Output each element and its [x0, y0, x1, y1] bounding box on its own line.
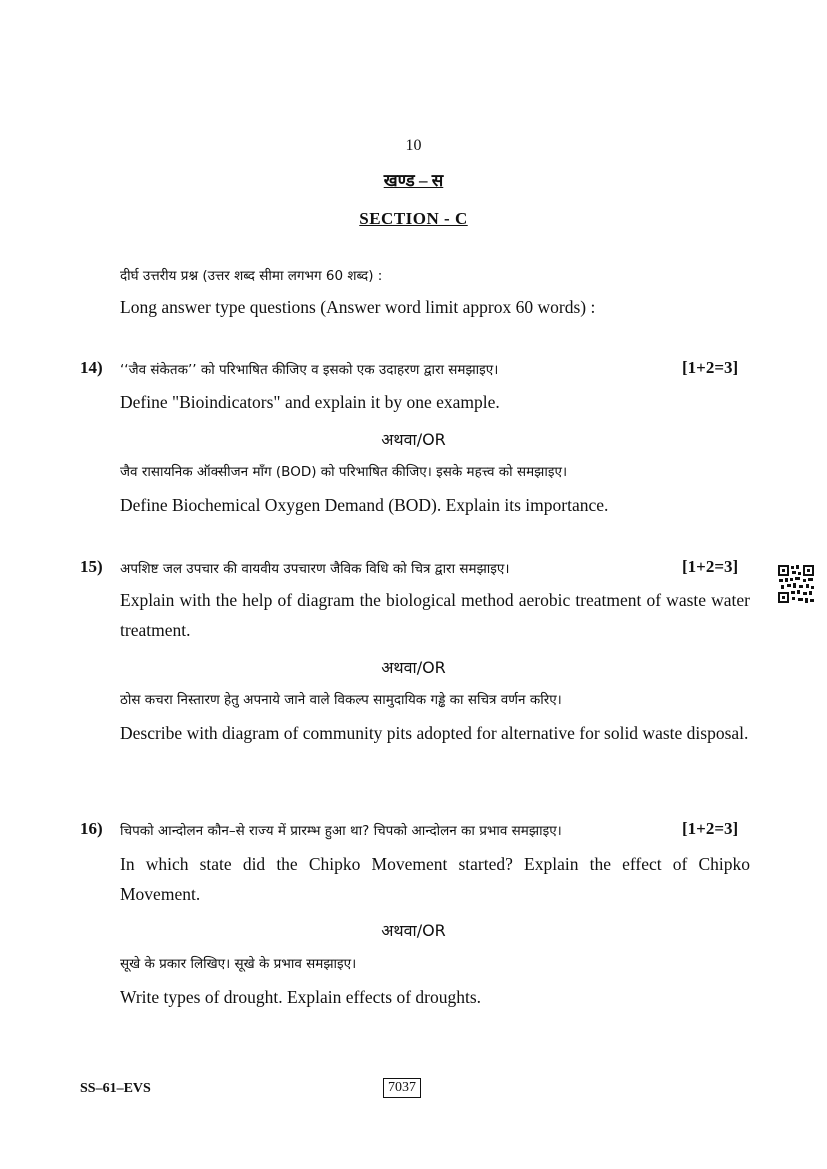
question-text-english: Explain with the help of diagram the biological method aerobic treatment of waste water treatment.	[120, 590, 750, 640]
instructions-hindi: दीर्घ उत्तरीय प्रश्न (उत्तर शब्द सीमा लगभग 60 शब्द) :	[120, 268, 383, 284]
question-text-hindi: ‘‘जैव संकेतक’’ को परिभाषित कीजिए व इसको एक उदाहरण द्वारा समझाइए।	[120, 362, 499, 378]
or-separator: अथवा/OR	[381, 921, 446, 940]
paper-code: SS–61–EVS	[80, 1081, 151, 1096]
question-text-english: In which state did the Chipko Movement started? Explain the effect of Chipko Movement.	[120, 854, 750, 904]
alternative-question-english: Define Biochemical Oxygen Demand (BOD). Explain its importance.	[120, 495, 609, 515]
alternative-question-hindi: जैव रासायनिक ऑक्सीजन माँग (BOD) को परिभाषित कीजिए। इसके महत्त्व को समझाइए।	[120, 464, 568, 480]
question-number: 16)	[80, 819, 103, 838]
question-text-hindi: चिपको आन्दोलन कौन–से राज्य में प्रारम्भ हुआ था? चिपको आन्दोलन का प्रभाव समझाइए।	[120, 823, 562, 839]
question-marks: [1+2=3]	[682, 819, 739, 838]
instructions-english: Long answer type questions (Answer word limit approx 60 words) :	[120, 297, 596, 317]
section-title-hindi: खण्ड – स	[383, 171, 444, 190]
alternative-question-english: Write types of drought. Explain effects of droughts.	[120, 987, 482, 1007]
alternative-question-hindi: ठोस कचरा निस्तारण हेतु अपनाये जाने वाले विकल्प सामुदायिक गड्ढे का सचित्र वर्णन करिए।	[120, 692, 562, 708]
question-number: 15)	[80, 557, 103, 576]
question-text-english: Define "Bioindicators" and explain it by one example.	[120, 392, 500, 412]
alternative-question-english: Describe with diagram of community pits adopted for alternative for solid waste disposal.	[120, 723, 749, 743]
page-number: 10	[405, 137, 422, 154]
paper-number-box: 7037	[383, 1078, 421, 1098]
qr-code-icon	[777, 564, 815, 604]
question-marks: [1+2=3]	[682, 557, 739, 576]
alternative-question-hindi: सूखे के प्रकार लिखिए। सूखे के प्रभाव समझाइए।	[120, 956, 357, 972]
or-separator: अथवा/OR	[381, 658, 446, 677]
question-number: 14)	[80, 358, 103, 377]
question-marks: [1+2=3]	[682, 358, 739, 377]
section-title-english: SECTION - C	[359, 209, 468, 228]
question-text-hindi: अपशिष्ट जल उपचार की वायवीय उपचारण जैविक विधि को चित्र द्वारा समझाइए।	[120, 561, 510, 577]
or-separator: अथवा/OR	[381, 430, 446, 449]
